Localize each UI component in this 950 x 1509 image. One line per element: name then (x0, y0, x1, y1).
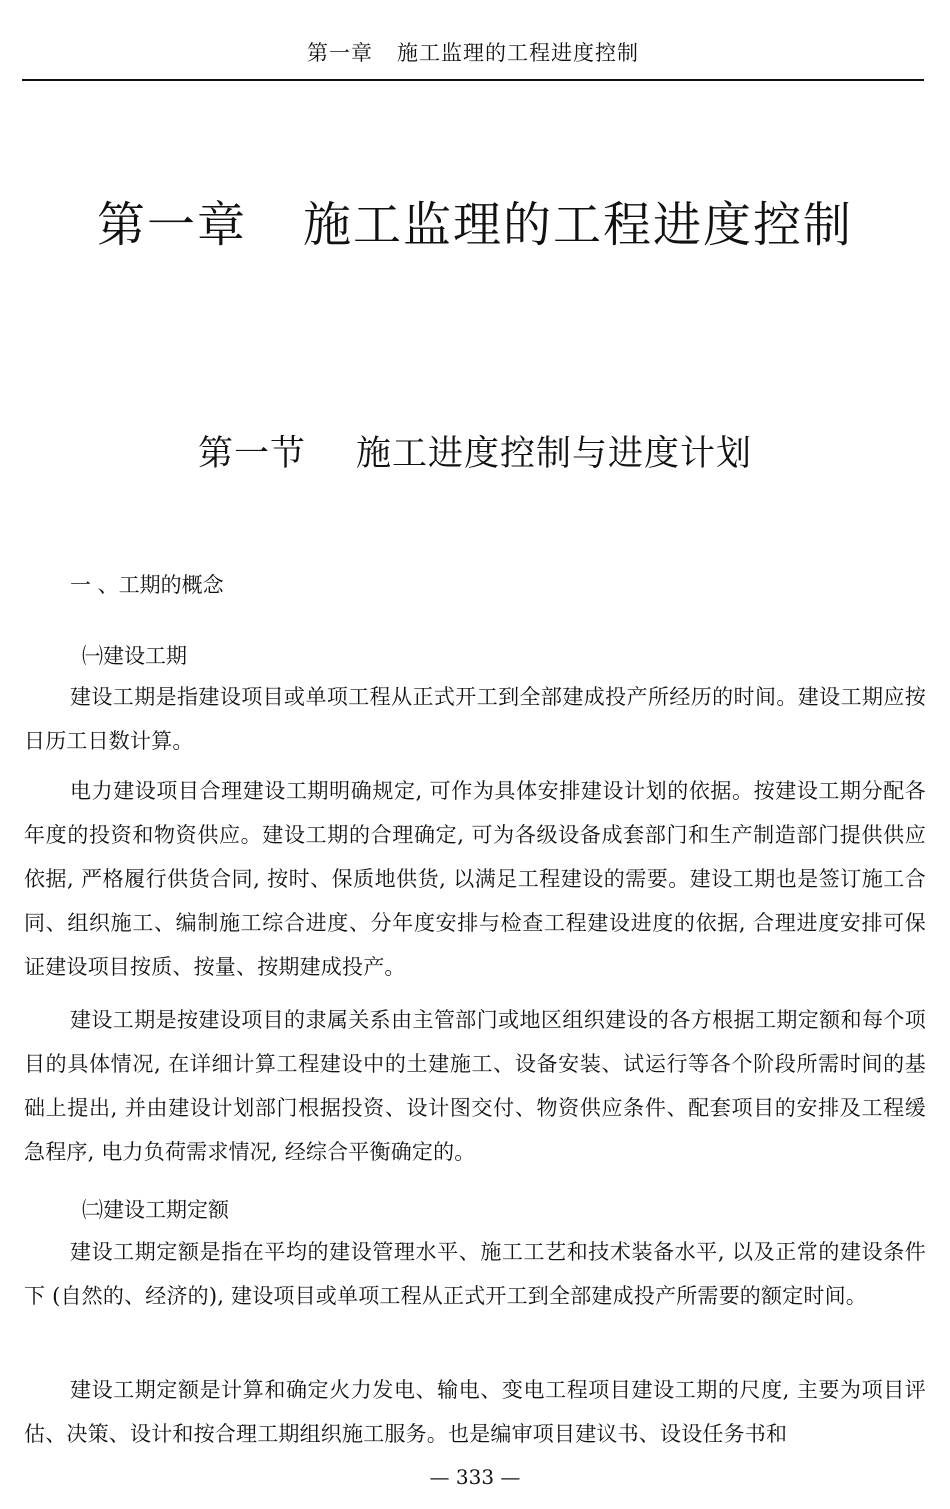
section-name: 施工进度控制与进度计划 (356, 434, 753, 474)
sub-heading-period-quota: ㈡建设工期定额 (82, 1198, 229, 1222)
part-heading: 一 、工期的概念 (70, 573, 224, 597)
chapter-label: 第一章 (96, 197, 247, 253)
chapter-title (0, 190, 950, 260)
paragraph: 建设工期定额是计算和确定火力发电、输电、变电工程项目建设工期的尺度, 主要为项目评估、决策、设计和按合理工期组织施工服务。也是编审项目建议书、设设任务书和 (24, 1378, 926, 1446)
page-number: — 333 — (429, 1465, 521, 1489)
running-header-chapter-name: 施工监理的工程进度控制 (397, 41, 639, 65)
running-header (22, 38, 924, 68)
paragraph: 建设工期是指建设项目或单项工程从正式开工到全部建成投产所经历的时间。建设工期应按日历工日数计算。 (24, 685, 926, 753)
paragraph: 建设工期是按建设项目的隶属关系由主管部门或地区组织建设的各方根据工期定额和每个项目的具体情况, 在详细计算工程建设中的土建施工、设备安装、试运行等各个阶段所需时间的基础上提出, 并由建设计划部门根据投资、设计图交付、物资供应条件、配套项目的安排及工程缓急程序, 电力负荷需求情况, 经综合平衡确定的。 (24, 1008, 926, 1164)
sub-heading-construction-period: ㈠建设工期 (82, 644, 187, 668)
header-divider (22, 79, 924, 81)
paragraph: 建设工期定额是指在平均的建设管理水平、施工工艺和技术装备水平, 以及正常的建设条件下 (自然的、经济的), 建设项目或单项工程从正式开工到全部建成投产所需要的额定时间。 (24, 1240, 926, 1308)
section-title (0, 427, 950, 481)
chapter-name: 施工监理的工程进度控制 (303, 197, 854, 253)
paragraph: 电力建设项目合理建设工期明确规定, 可作为具体安排建设计划的依据。按建设工期分配各年度的投资和物资供应。建设工期的合理确定, 可为各级设备成套部门和生产制造部门提供供应依据, 严格履行供货合同, 按时、保质地供货, 以满足工程建设的需要。建设工期也是签订施工合同、组织施工、编制施工综合进度、分年度安排与检查工程建设进度的依据, 合理进度安排可保证建设项目按质、按量、按期建成投产。 (24, 779, 926, 979)
running-header-chapter-label: 第一章 (307, 41, 373, 65)
section-label: 第一节 (197, 434, 306, 474)
